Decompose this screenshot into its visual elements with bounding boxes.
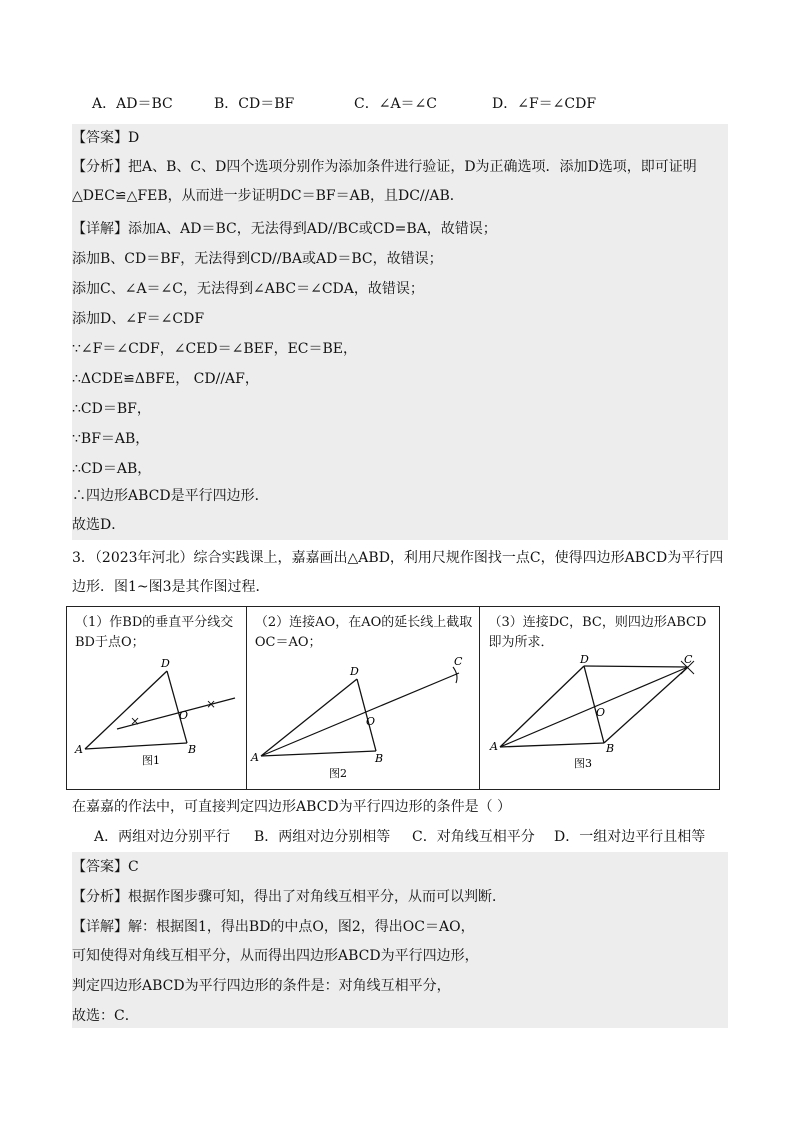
q3-detail-line: 判定四边形ABCD为平行四边形的条件是：对角线互相平分， bbox=[72, 978, 451, 994]
label-d: D bbox=[349, 665, 359, 678]
label-b: B bbox=[188, 743, 197, 756]
svg-text:×: × bbox=[130, 714, 141, 728]
figure-3-cell bbox=[480, 607, 720, 790]
figure-3-diagram bbox=[480, 607, 720, 791]
figure-1-cell bbox=[67, 607, 247, 790]
q2-analysis-line-2: △DEC≌△FEB，从而进一步证明DC＝BF＝AB，且DC//AB． bbox=[72, 188, 464, 204]
q3-option-c: C．对角线互相平分 bbox=[412, 829, 535, 845]
figure-1-caption: 图1 bbox=[142, 754, 160, 767]
q3-stem-line-1: 3．（2023年河北）综合实践课上，嘉嘉画出△ABD，利用尺规作图找一点C，使得四边形ABCD为平行四 bbox=[72, 550, 724, 566]
q2-detail-line: ∴四边形ABCD是平行四边形． bbox=[72, 488, 269, 504]
label-c: C bbox=[684, 653, 693, 666]
q3-analysis: 【分析】根据作图步骤可知，得出了对角线互相平分，从而可以判断． bbox=[72, 889, 506, 905]
q2-conclusion: 故选D． bbox=[72, 517, 126, 533]
q2-answer: 【答案】D bbox=[72, 130, 140, 146]
q2-detail-line: ∴ΔCDE≌ΔBFE， CD//AF， bbox=[72, 371, 259, 387]
q2-option-c: C．∠A＝∠C bbox=[354, 96, 437, 112]
q2-options bbox=[92, 93, 732, 117]
q3-construction-figures bbox=[66, 606, 720, 790]
q2-analysis-line-1: 【分析】把A、B、C、D四个选项分别作为添加条件进行验证，D为正确选项．添加D选项，即可证明 bbox=[72, 159, 697, 175]
label-a: A bbox=[75, 743, 83, 756]
q2-detail-line: 添加C、∠A＝∠C，无法得到∠ABC＝∠CDA，故错误； bbox=[72, 281, 424, 297]
label-c: C bbox=[453, 655, 463, 668]
q3-stem-line-2: 边形．图1~图3是其作图过程． bbox=[72, 579, 270, 595]
figure-1-diagram bbox=[67, 607, 247, 791]
q2-detail-line: ∵∠F＝∠CDF，∠CED＝∠BEF，EC＝BE， bbox=[72, 341, 358, 357]
label-a: A bbox=[490, 740, 499, 753]
label-d: D bbox=[161, 657, 170, 670]
q2-option-d: D．∠F＝∠CDF bbox=[492, 96, 597, 112]
label-d: D bbox=[580, 653, 590, 666]
label-o: O bbox=[596, 706, 606, 719]
figure-2-diagram bbox=[247, 607, 481, 791]
label-a: A bbox=[250, 751, 259, 764]
figure-2-caption: 图2 bbox=[328, 767, 347, 780]
step-1-text: （1）作BD的垂直平分线交BD于点O； bbox=[75, 615, 234, 650]
q3-solution-background bbox=[72, 852, 728, 1028]
q2-detail-line: ∵BF＝AB， bbox=[72, 431, 150, 447]
label-o: O bbox=[365, 715, 375, 728]
q3-answer: 【答案】C bbox=[72, 859, 139, 875]
label-b: B bbox=[374, 752, 383, 765]
q2-option-b: B．CD＝BF bbox=[214, 96, 295, 112]
label-o: O bbox=[179, 709, 189, 722]
q2-detail-line: 【详解】添加A、AD＝BC，无法得到AD//BC或CD=BA，故错误； bbox=[72, 221, 497, 237]
q2-detail-line: ∴CD＝AB， bbox=[72, 461, 152, 477]
step-2-text: （2）连接AO，在AO的延长线上截取OC＝AO； bbox=[254, 615, 473, 650]
q3-option-a: A．两组对边分别平行 bbox=[94, 829, 231, 845]
svg-text:×: × bbox=[206, 697, 217, 711]
q2-detail-line: 添加B、CD＝BF，无法得到CD//BA或AD＝BC，故错误； bbox=[72, 251, 443, 267]
label-b: B bbox=[606, 742, 615, 755]
q2-detail-line: 添加D、∠F＝∠CDF bbox=[72, 311, 205, 327]
figure-3-caption: 图3 bbox=[574, 757, 593, 770]
q3-detail-line: 【详解】解：根据图1，得出BD的中点O，图2，得出OC＝AO， bbox=[72, 919, 475, 935]
q2-detail-line: ∴CD＝BF， bbox=[72, 401, 151, 417]
q3-option-d: D．一组对边平行且相等 bbox=[554, 829, 706, 845]
q2-option-a: A．AD＝BC bbox=[92, 96, 173, 112]
step-3-text: （3）连接DC，BC，则四边形ABCD即为所求． bbox=[488, 615, 707, 650]
q3-option-b: B．两组对边分别相等 bbox=[254, 829, 391, 845]
figure-2-cell bbox=[246, 607, 480, 790]
q3-question: 在嘉嘉的作法中，可直接判定四边形ABCD为平行四边形的条件是（ ） bbox=[72, 799, 512, 815]
q3-conclusion: 故选：C． bbox=[72, 1008, 139, 1024]
q3-options bbox=[94, 826, 734, 850]
q3-detail-line: 可知使得对角线互相平分，从而得出四边形ABCD为平行四边形， bbox=[72, 948, 479, 964]
